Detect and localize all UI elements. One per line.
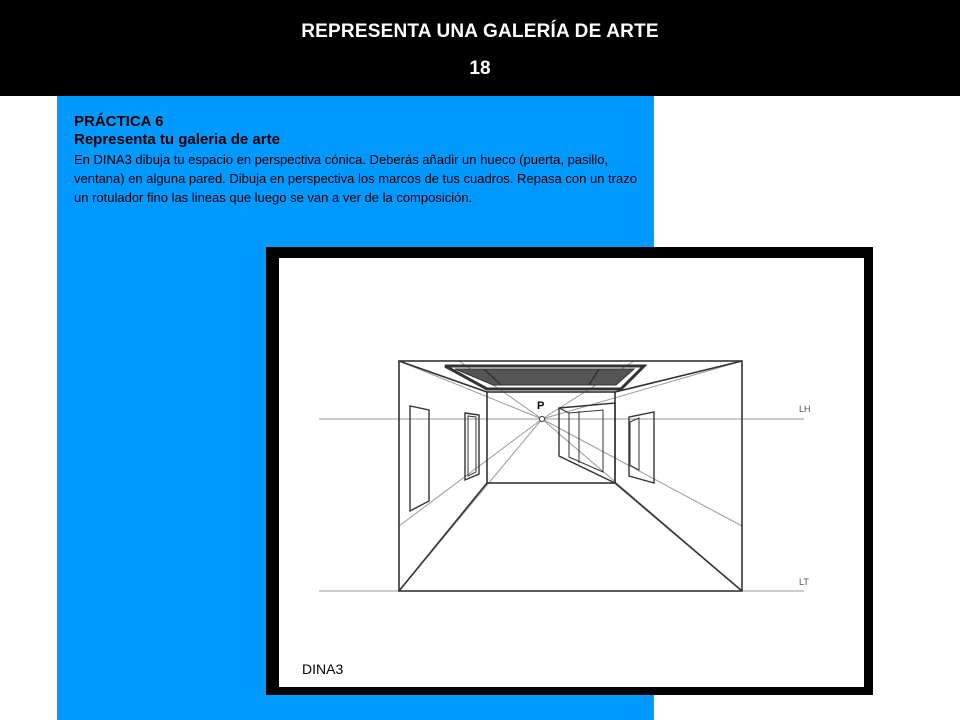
vanishing-ray bbox=[542, 419, 742, 526]
practice-text-block bbox=[74, 113, 644, 207]
practice-instructions: En DINA3 dibuja tu espacio en perspectiva cónica. Deberás añadir un hueco (puerta, pasillo, ventana) en alguna pared. Dibuja en perspectiva los marcos de tus cuadros. Repasa con un trazo un rotulador fino las lineas que luego se van a ver de la composición. bbox=[74, 152, 637, 205]
left-wall-frames bbox=[410, 406, 479, 511]
drawing-labels bbox=[537, 400, 811, 587]
page-title: REPRESENTA UNA GALERÍA DE ARTE bbox=[301, 21, 659, 42]
perspective-drawing bbox=[279, 258, 864, 687]
header-bar bbox=[0, 0, 960, 96]
ceiling-skylight bbox=[445, 366, 644, 389]
practice-subtitle: Representa tu galeria de arte bbox=[74, 131, 280, 148]
picture-plane-rectangle bbox=[399, 361, 742, 591]
horizon-line-label: LH bbox=[799, 404, 811, 414]
perspective-drawing-sheet bbox=[279, 258, 864, 687]
sheet-size-label: DINA3 bbox=[302, 661, 344, 677]
construction-lines bbox=[319, 361, 804, 591]
practice-title: PRÁCTICA 6 bbox=[74, 113, 164, 130]
page-number: 18 bbox=[469, 58, 491, 79]
vanishing-ray bbox=[399, 419, 542, 526]
room-outline bbox=[399, 361, 742, 591]
vanishing-point-label: P bbox=[537, 400, 545, 412]
vanishing-point-marker bbox=[540, 417, 545, 422]
ground-line-label: LT bbox=[799, 577, 809, 587]
